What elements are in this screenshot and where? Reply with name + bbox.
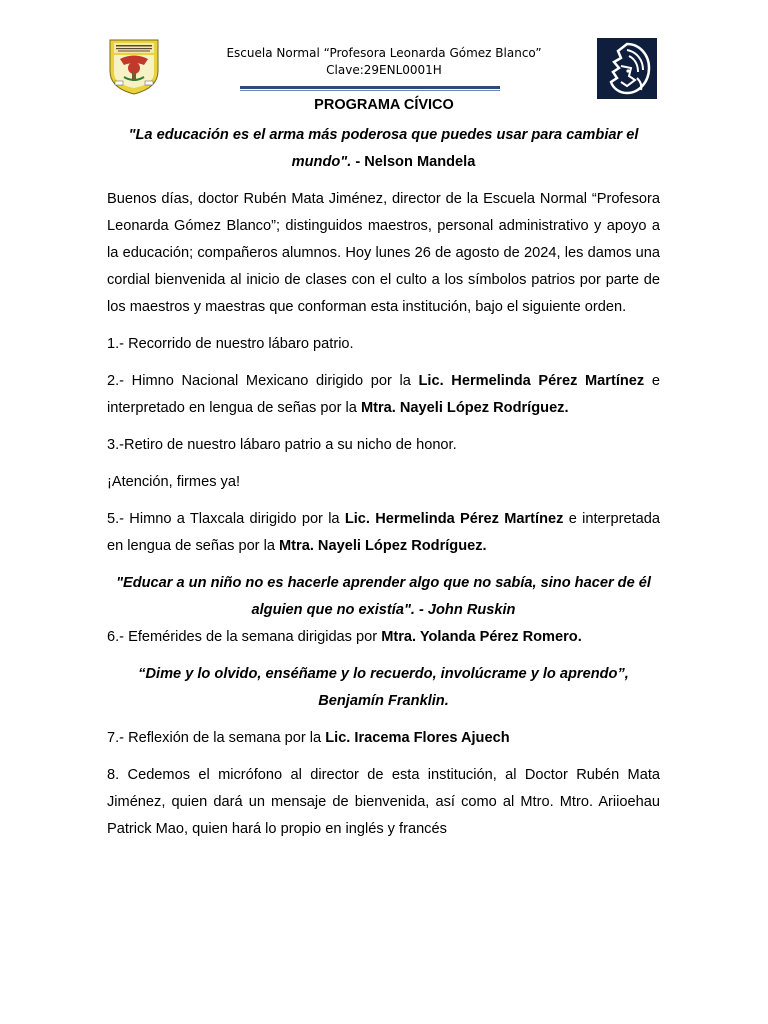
program-item-2	[107, 368, 660, 422]
program-item-1: 1.- Recorrido de nuestro lábaro patrio.	[107, 336, 354, 352]
item-text: 5.- Himno a Tlaxcala dirigido por la	[107, 511, 345, 527]
school-code: Clave:29ENL0001H	[326, 63, 442, 77]
item-text: 2.- Himno Nacional Mexicano dirigido por la	[107, 373, 419, 389]
school-name	[200, 45, 568, 79]
quote-text: "La educación es el arma más poderosa que puedes usar para cambiar el mundo".	[128, 127, 639, 170]
lion-logo	[597, 38, 657, 99]
item-text: 6.- Efemérides de la semana dirigidas por	[107, 629, 382, 645]
item-text: e interpretado en lengua de señas por la	[107, 373, 660, 416]
conductor-name: Lic. Hermelinda Pérez Martínez	[344, 511, 564, 527]
document-body	[107, 122, 660, 843]
teacher-name: Lic. Iracema Flores Ajuech	[325, 730, 510, 746]
quote-mandela	[107, 122, 660, 176]
quote-author: - Nelson Mandela	[351, 154, 476, 170]
item-text: e interpretada en lengua de señas por la	[107, 511, 660, 554]
quote-ruskin: "Educar a un niño no es hacerle aprender algo que no sabía, sino hacer de él alguien que no existía". - John Ruskin	[116, 575, 651, 618]
page-title: PROGRAMA CÍVICO	[314, 97, 454, 113]
school-crest-logo	[106, 37, 162, 95]
quote-franklin: “Dime y lo olvido, enséñame y lo recuerdo, involúcrame y lo aprendo”, Benjamín Franklin.	[138, 666, 629, 709]
program-item-3: 3.-Retiro de nuestro lábaro patrio a su nicho de honor.	[107, 437, 457, 453]
teacher-name: Mtra. Yolanda Pérez Romero.	[381, 629, 582, 645]
interpreter-name: Mtra. Nayeli López Rodríguez.	[360, 400, 569, 416]
intro-paragraph: Buenos días, doctor Rubén Mata Jiménez, director de la Escuela Normal “Profesora Leonarda Gómez Blanco”; distinguidos maestros, personal administrativo y apoyo a la educación; compañeros alumnos. Hoy lunes 26 de agosto de 2024, les damos una cordial bienvenida al inicio de clases con el culto a los símbolos patrios por parte de los maestros y maestras que conforman esta institución, bajo el siguiente orden.	[107, 191, 660, 315]
attention-call: ¡Atención, firmes ya!	[107, 474, 241, 490]
header-rule-thin	[240, 90, 500, 91]
program-item-5	[107, 506, 660, 560]
program-item-8: 8. Cedemos el micrófono al director de esta institución, al Doctor Rubén Mata Jiménez, quien dará un mensaje de bienvenida, así como al Mtro. Mtro. Ariioehau Patrick Mao, quien hará lo propio en inglés y francés	[107, 767, 660, 837]
program-item-6	[107, 624, 660, 651]
document-header	[0, 0, 768, 100]
program-item-7	[107, 725, 660, 752]
item-text: 7.- Reflexión de la semana por la	[107, 730, 326, 746]
school-name-line: Escuela Normal “Profesora Leonarda Gómez Blanco”	[226, 46, 542, 60]
interpreter-name: Mtra. Nayeli López Rodríguez.	[279, 538, 487, 554]
header-rule	[240, 86, 500, 89]
conductor-name: Lic. Hermelinda Pérez Martínez	[418, 373, 645, 389]
